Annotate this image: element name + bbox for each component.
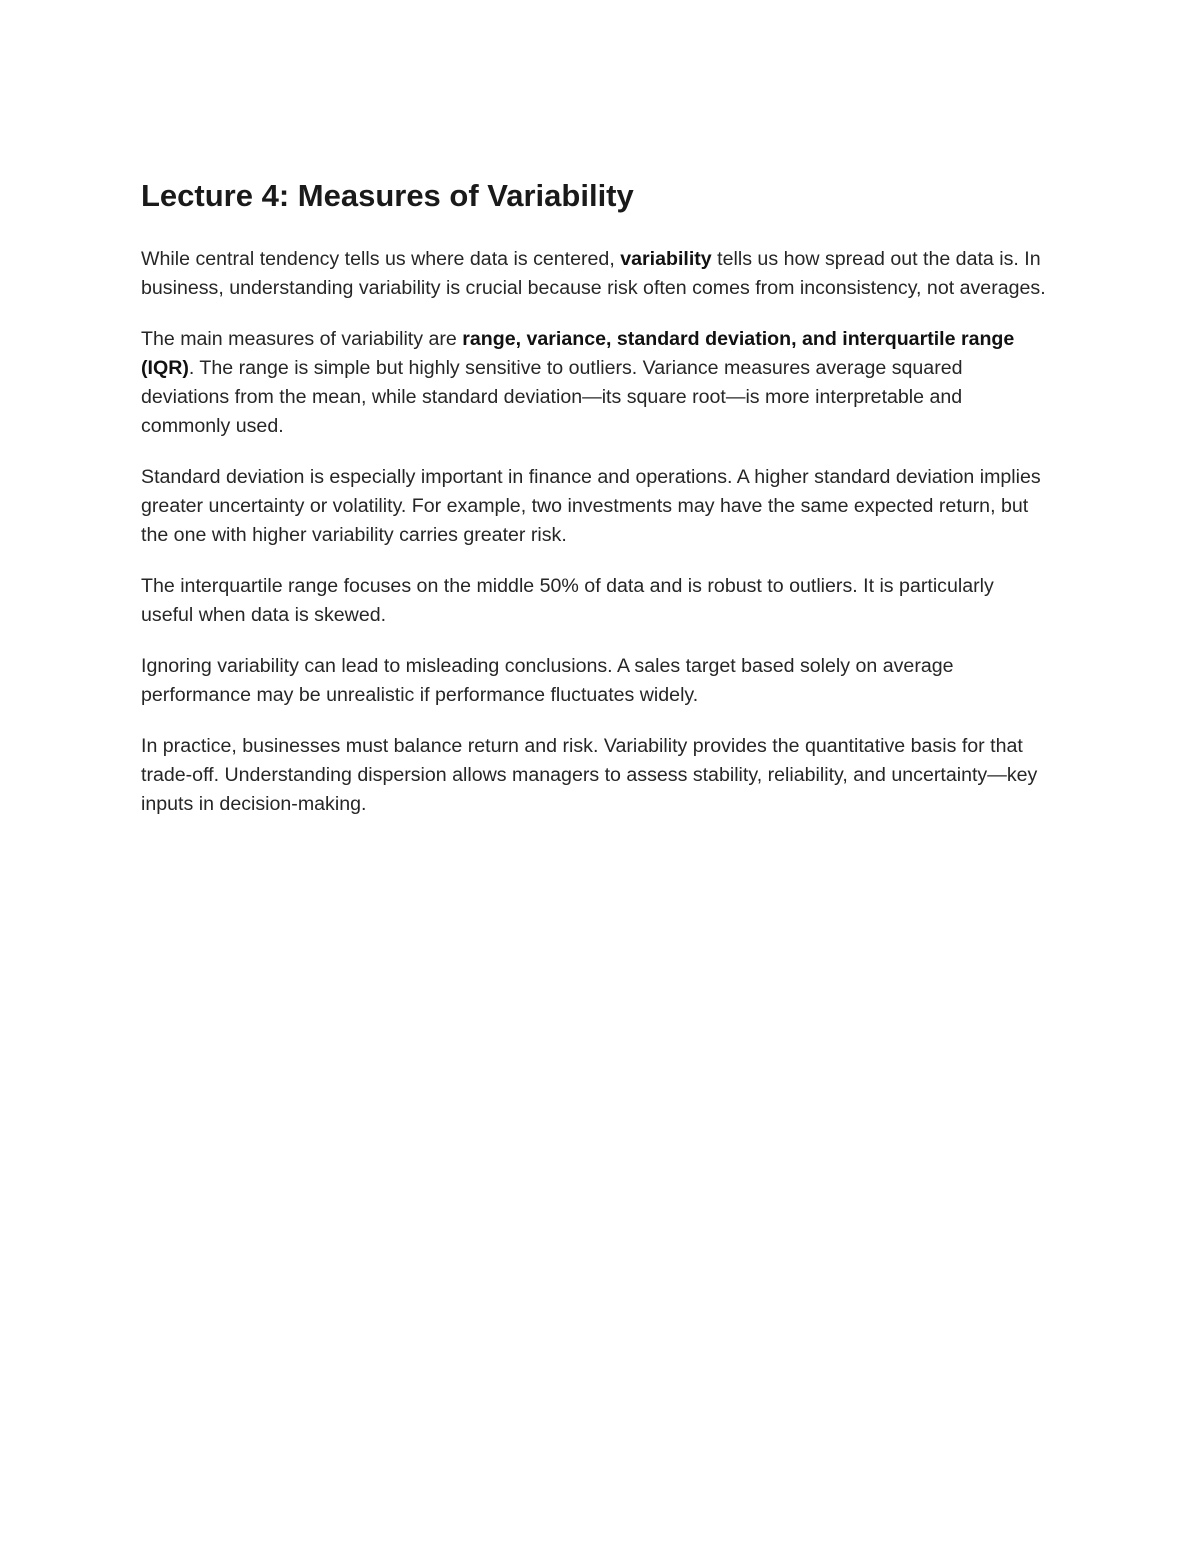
- paragraph-1-text-end: tells us how spread out the data is. In business, understanding variability is crucial because risk often comes from inconsistency, not averages.: [141, 248, 1046, 299]
- document-body: [141, 172, 1051, 841]
- paragraph-2: [141, 325, 1051, 441]
- paragraph-2-bold-terms: range, variance, standard deviation, and interquartile range (IQR): [141, 328, 1015, 379]
- paragraph-6: In practice, businesses must balance return and risk. Variability provides the quantitative basis for that trade-off. Understanding dispersion allows managers to assess stability, reliability, and uncertainty—key inputs in decision-making.: [141, 735, 1038, 815]
- page-title: Lecture 4: Measures of Variability: [141, 178, 634, 213]
- paragraph-2-text-end: . The range is simple but highly sensitive to outliers. Variance measures average squared deviations from the mean, while standard deviation—its square root—is more interpretable and commonly used.: [141, 357, 963, 437]
- paragraph-1: [141, 245, 1051, 303]
- paragraph-1-bold-term: variability: [620, 248, 712, 270]
- paragraph-3: Standard deviation is especially important in finance and operations. A higher standard deviation implies greater uncertainty or volatility. For example, two investments may have the same expected return, but the one with higher variability carries greater risk.: [141, 466, 1041, 546]
- paragraph-1-text-start: While central tendency tells us where data is centered,: [141, 248, 621, 270]
- paragraph-5: Ignoring variability can lead to misleading conclusions. A sales target based solely on average performance may be unrealistic if performance fluctuates widely.: [141, 655, 954, 706]
- paragraph-2-text-start: The main measures of variability are: [141, 328, 463, 350]
- paragraph-4: The interquartile range focuses on the middle 50% of data and is robust to outliers. It is particularly useful when data is skewed.: [141, 575, 994, 626]
